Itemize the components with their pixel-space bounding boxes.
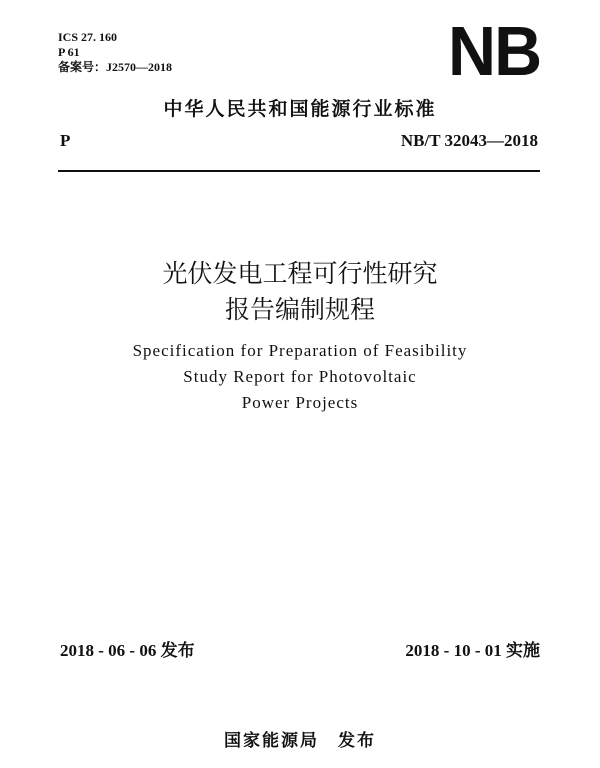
classification-block <box>58 30 172 75</box>
publisher: 国家能源局 发布 <box>224 731 376 751</box>
header-divider <box>58 170 540 172</box>
english-title-line-2: Study Report for Photovoltaic <box>183 367 417 386</box>
nb-logo: NB <box>448 12 541 90</box>
record-number: 备案号：J2570—2018 <box>58 60 173 74</box>
english-title <box>0 338 600 416</box>
ics-code: ICS 27. 160 <box>58 30 118 44</box>
issue-date: 2018 - 06 - 06 发布 <box>60 641 195 660</box>
chinese-title <box>0 256 600 328</box>
english-title-line-3: Power Projects <box>241 393 359 412</box>
standard-title: 中华人民共和国能源行业标准 <box>163 98 437 120</box>
implementation-date: 2018 - 10 - 01 实施 <box>405 641 540 660</box>
chinese-title-line-2: 报告编制规程 <box>224 295 375 324</box>
category-letter: P <box>60 131 71 150</box>
standard-code: NB/T 32043—2018 <box>400 131 538 150</box>
ccs-code: P 61 <box>58 45 80 59</box>
chinese-title-line-1: 光伏发电工程可行性研究 <box>162 259 438 288</box>
english-title-line-1: Specification for Preparation of Feasibility <box>132 341 468 360</box>
